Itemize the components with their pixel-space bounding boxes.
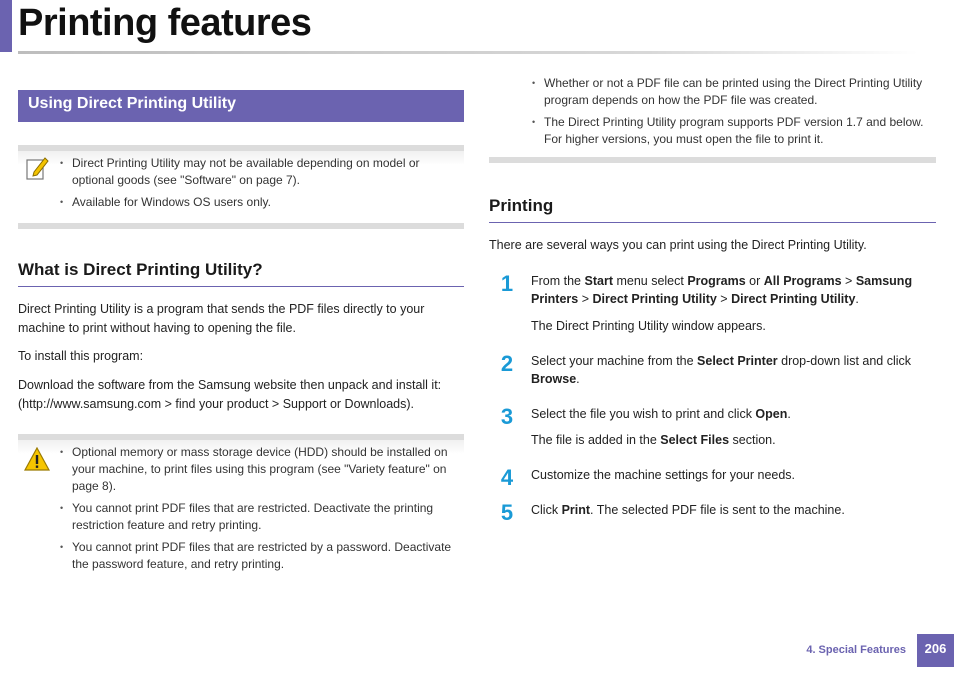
note-bullet-list-right: [532, 75, 937, 153]
bold-term: Programs: [687, 274, 746, 288]
text-run: Customize the machine settings for your needs.: [531, 468, 796, 482]
note-box-bottom-right: [489, 157, 936, 163]
bullet-item: • Whether or not a PDF file can be printed using the Direct Printing Utility program depends on how the PDF file was created.: [532, 75, 937, 109]
text-run: .: [576, 372, 580, 386]
title-divider: [18, 51, 918, 54]
bullet-item: • Available for Windows OS users only.: [60, 194, 455, 211]
chapter-label: 4. Special Features: [806, 644, 906, 656]
step-result: The Direct Printing Utility window appears.: [531, 319, 766, 333]
bullet-item: • You cannot print PDF files that are restricted. Deactivate the printing restriction feature and retry printing.: [60, 500, 460, 534]
bold-term: Browse: [531, 372, 577, 386]
text-run: or: [745, 274, 764, 288]
step-text: [531, 405, 931, 423]
step-result: [531, 431, 931, 449]
text-run: .: [787, 407, 791, 421]
paragraph: Download the software from the Samsung website then unpack and install it: (http://www.samsung.com > find your product > Support or Downloads).: [18, 378, 442, 411]
step-number: 4: [500, 465, 514, 490]
bold-term: Direct Printing Utility: [731, 292, 856, 306]
caution-bullet-list: [60, 444, 460, 578]
text-run: >: [578, 292, 593, 306]
step-number: 3: [500, 404, 514, 429]
page-title: Printing features: [18, 2, 312, 44]
bullet-item: • The Direct Printing Utility program supports PDF version 1.7 and below. For higher versions, you must open the file to print it.: [532, 114, 937, 148]
left-accent-bar: [0, 0, 12, 52]
bold-term: Start: [584, 274, 613, 288]
page-number: 206: [917, 634, 954, 667]
text-run: menu select: [612, 274, 688, 288]
pencil-note-icon: [25, 155, 49, 186]
warning-triangle-icon: [24, 447, 50, 476]
text-run: Select the file you wish to print and click: [531, 407, 756, 421]
bullet-item: • You cannot print PDF files that are restricted by a password. Deactivate the password feature, and retry printing.: [60, 539, 460, 573]
text-run: >: [716, 292, 732, 306]
text-run: Click: [531, 503, 562, 517]
paragraph: To install this program:: [18, 349, 144, 363]
step-text: [531, 352, 931, 388]
text-run: The file is added in the: [531, 433, 661, 447]
printing-intro: There are several ways you can print using the Direct Printing Utility.: [489, 238, 867, 252]
bold-term: Open: [755, 407, 788, 421]
what-is-heading: What is Direct Printing Utility?: [18, 260, 263, 279]
note-box-bottom: [18, 223, 464, 229]
bullet-item: • Optional memory or mass storage device (HDD) should be installed on your machine, to print files using this program (see "Variety feature" on page 8).: [60, 444, 460, 495]
step-text: [531, 501, 931, 519]
text-run: .: [855, 292, 859, 306]
bold-term: Direct Printing Utility: [592, 292, 717, 306]
bold-term: Select Printer: [697, 354, 778, 368]
heading-rule: [18, 286, 464, 287]
bold-term: Select Files: [660, 433, 730, 447]
text-run: >: [841, 274, 856, 288]
step-number: 1: [500, 271, 514, 296]
section-heading-bar: Using Direct Printing Utility: [18, 90, 464, 122]
step-number: 5: [500, 500, 514, 525]
text-run: section.: [729, 433, 776, 447]
step-number: 2: [500, 351, 514, 376]
bold-term: Samsung Printers: [531, 274, 913, 306]
printing-heading: Printing: [489, 196, 554, 215]
step-text: [531, 466, 931, 484]
bullet-item: • Direct Printing Utility may not be available depending on model or optional goods (see "Software" on page 7).: [60, 155, 455, 189]
bold-term: All Programs: [763, 274, 842, 288]
note-bullet-list: [60, 155, 455, 216]
heading-rule: [489, 222, 936, 223]
text-run: From the: [531, 274, 585, 288]
bold-term: Print: [561, 503, 591, 517]
paragraph: Direct Printing Utility is a program that sends the PDF files directly to your machine to print without having to opening the file.: [18, 302, 425, 335]
step-text: [531, 272, 931, 308]
text-run: Select your machine from the: [531, 354, 698, 368]
text-run: . The selected PDF file is sent to the machine.: [590, 503, 845, 517]
text-run: drop-down list and click: [777, 354, 912, 368]
